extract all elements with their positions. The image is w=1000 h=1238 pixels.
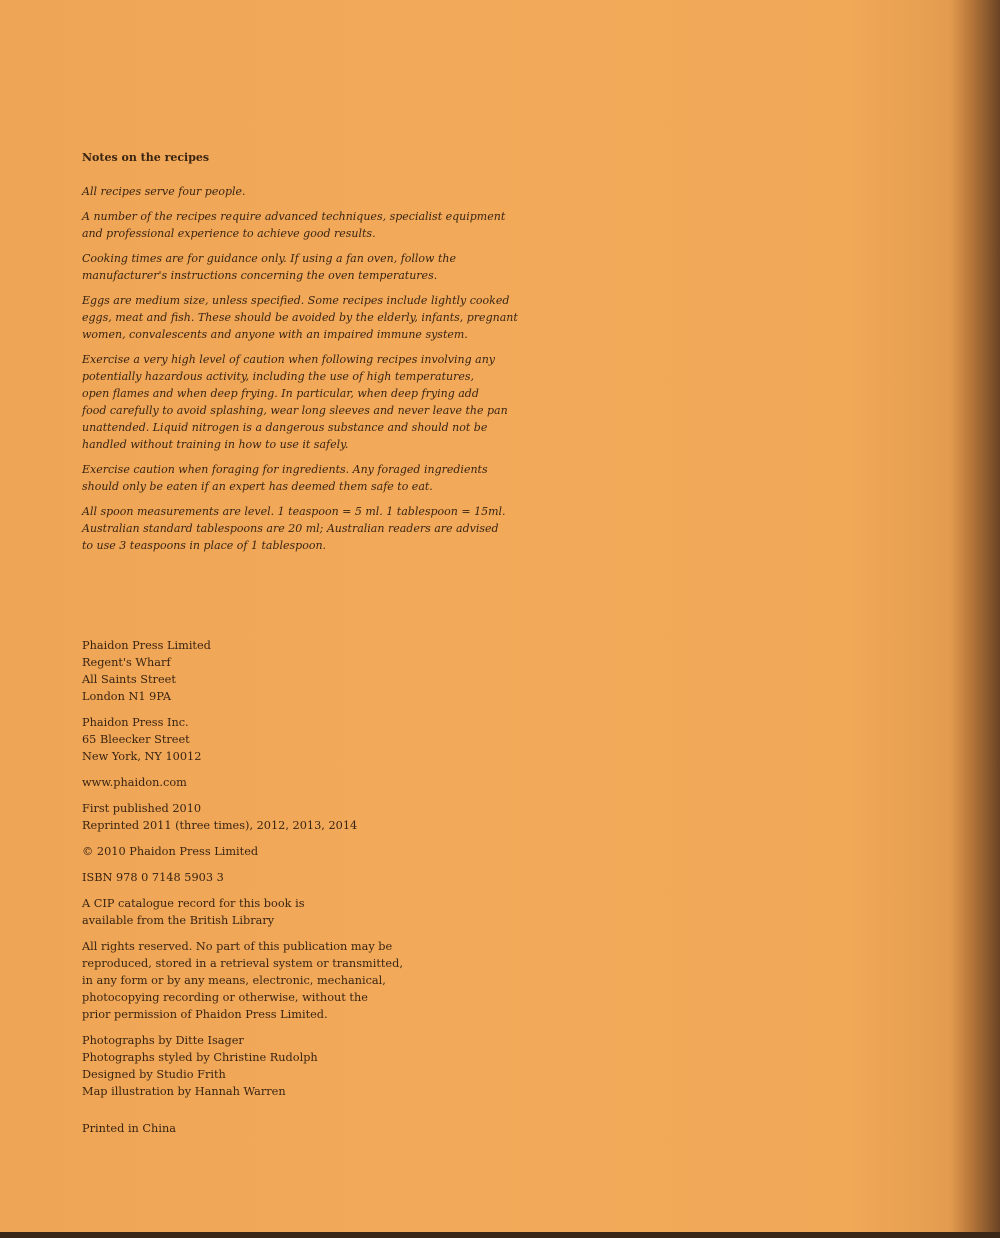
text-line: prior permission of Phaidon Press Limited.: [82, 1008, 328, 1021]
text-line: All recipes serve four people.: [82, 185, 246, 198]
text-line: reproduced, stored in a retrieval system or transmitted,: [82, 957, 403, 970]
text-line: manufacturer's instructions concerning the oven temperatures.: [82, 269, 438, 282]
notes-paragraph: [82, 292, 518, 343]
text-line: Australian standard tablespoons are 20 ml; Australian readers are advised: [82, 522, 499, 535]
text-line: Photographs styled by Christine Rudolph: [82, 1051, 318, 1064]
text-line: to use 3 teaspoons in place of 1 tablespoon.: [82, 539, 327, 552]
notes-paragraph: [82, 351, 518, 453]
colophon-paragraph: [82, 843, 403, 860]
colophon-paragraph: [82, 895, 403, 929]
text-line: London N1 9PA: [82, 690, 172, 703]
colophon-paragraph: [82, 1120, 403, 1137]
text-line: Photographs by Ditte Isager: [82, 1034, 244, 1047]
text-line: All Saints Street: [82, 673, 176, 686]
text-line: eggs, meat and fish. These should be avoided by the elderly, infants, pregnant: [82, 311, 518, 324]
notes-paragraph: [82, 183, 518, 200]
colophon-section: [82, 637, 403, 1146]
colophon-paragraph: [82, 637, 403, 705]
notes-on-recipes-section: [82, 149, 518, 562]
text-line: Regent's Wharf: [82, 656, 171, 669]
text-line: 65 Bleecker Street: [82, 733, 190, 746]
notes-paragraph: [82, 250, 518, 284]
colophon-paragraph: [82, 938, 403, 1023]
text-line: © 2010 Phaidon Press Limited: [82, 845, 259, 858]
notes-paragraph: [82, 503, 518, 554]
text-line: Eggs are medium size, unless specified. Some recipes include lightly cooked: [82, 294, 510, 307]
text-line: Phaidon Press Limited: [82, 639, 211, 652]
text-line: All rights reserved. No part of this publication may be: [82, 940, 393, 953]
colophon-paragraph: [82, 800, 403, 834]
colophon-paragraph: [82, 869, 403, 886]
notes-paragraph: [82, 461, 518, 495]
text-line: open flames and when deep frying. In particular, when deep frying add: [82, 387, 479, 400]
colophon-paragraph: [82, 714, 403, 765]
text-line: Printed in China: [82, 1122, 176, 1135]
text-line: women, convalescents and anyone with an impaired immune system.: [82, 328, 468, 341]
text-line: Reprinted 2011 (three times), 2012, 2013, 2014: [82, 819, 358, 832]
text-line: First published 2010: [82, 802, 202, 815]
text-line: food carefully to avoid splashing, wear long sleeves and never leave the pan: [82, 404, 508, 417]
colophon-paragraph: [82, 774, 403, 791]
text-line: unattended. Liquid nitrogen is a dangerous substance and should not be: [82, 421, 488, 434]
notes-heading: Notes on the recipes: [82, 151, 210, 164]
text-line: A CIP catalogue record for this book is: [82, 897, 305, 910]
text-line: photocopying recording or otherwise, without the: [82, 991, 368, 1004]
text-line: Map illustration by Hannah Warren: [82, 1085, 286, 1098]
text-line: www.phaidon.com: [82, 776, 187, 789]
text-line: Designed by Studio Frith: [82, 1068, 226, 1081]
text-line: Exercise a very high level of caution when following recipes involving any: [82, 353, 496, 366]
text-line: Exercise caution when foraging for ingredients. Any foraged ingredients: [82, 463, 488, 476]
text-line: Cooking times are for guidance only. If using a fan oven, follow the: [82, 252, 456, 265]
text-line: in any form or by any means, electronic, mechanical,: [82, 974, 386, 987]
text-line: ISBN 978 0 7148 5903 3: [82, 871, 224, 884]
text-line: Phaidon Press Inc.: [82, 716, 189, 729]
text-line: available from the British Library: [82, 914, 275, 927]
text-line: A number of the recipes require advanced techniques, specialist equipment: [82, 210, 506, 223]
notes-paragraph: [82, 208, 518, 242]
text-line: should only be eaten if an expert has deemed them safe to eat.: [82, 480, 433, 493]
text-line: handled without training in how to use it safely.: [82, 438, 349, 451]
text-line: All spoon measurements are level. 1 teaspoon = 5 ml. 1 tablespoon = 15ml.: [82, 505, 506, 518]
text-line: and professional experience to achieve good results.: [82, 227, 376, 240]
text-line: New York, NY 10012: [82, 750, 202, 763]
page-bottom-edge: [0, 1232, 1000, 1238]
colophon-paragraph: [82, 1032, 403, 1100]
text-line: potentially hazardous activity, including the use of high temperatures,: [82, 370, 474, 383]
